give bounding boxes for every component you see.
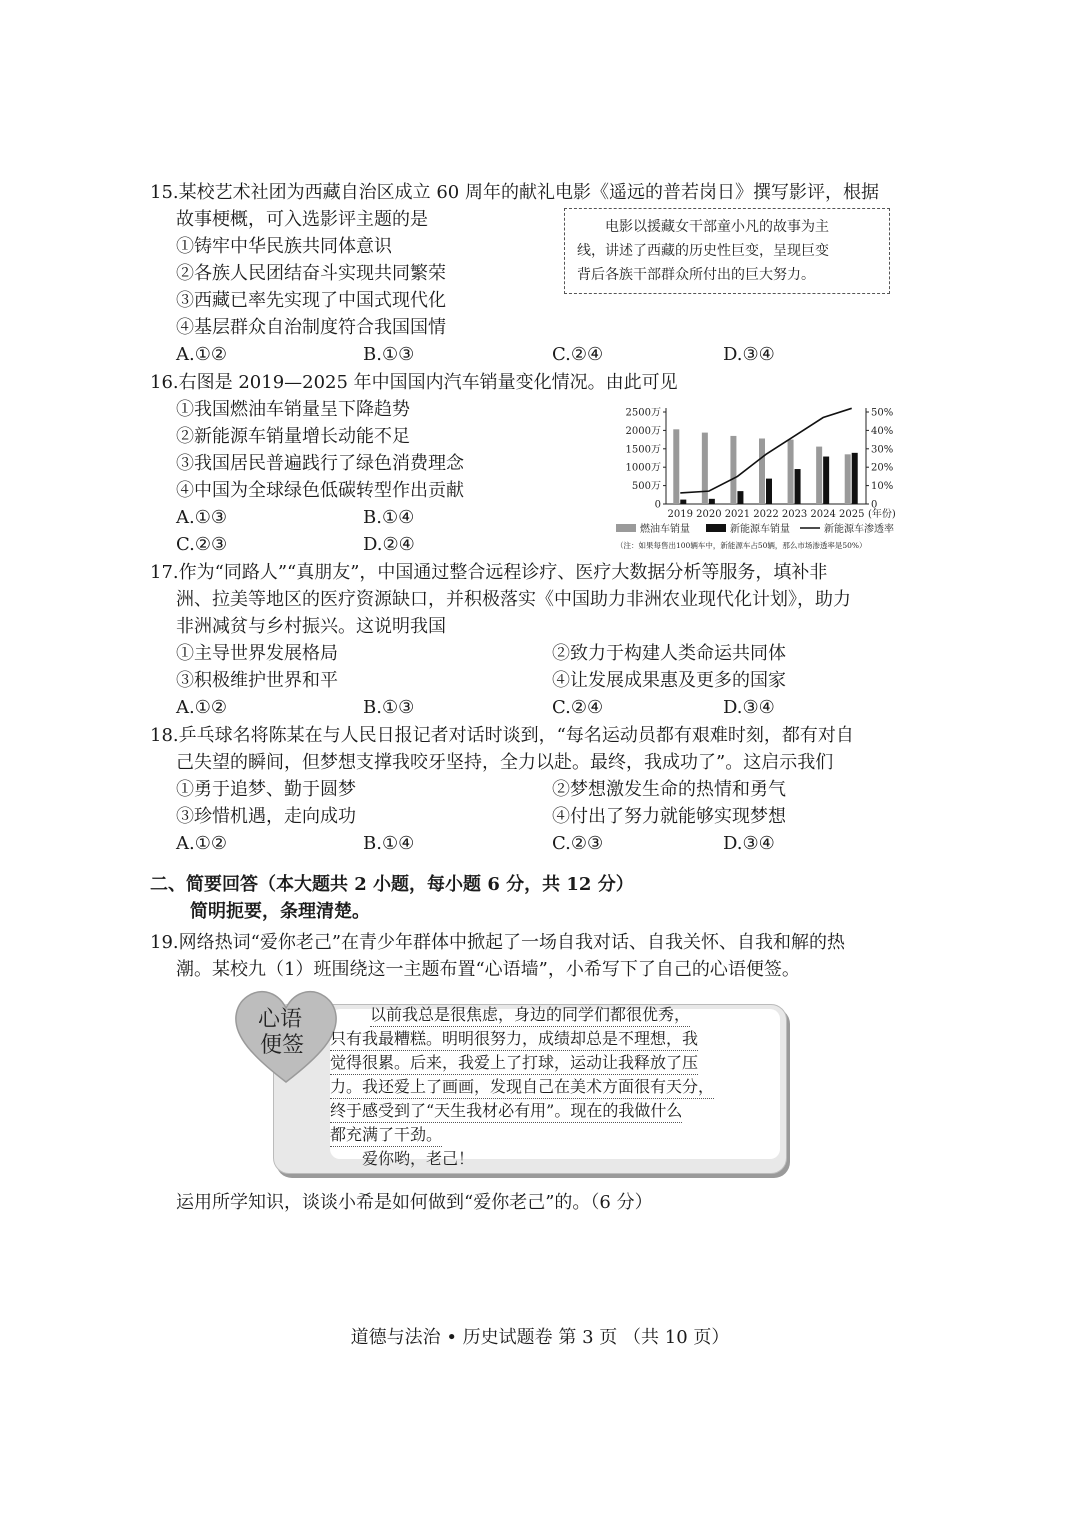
q18-stem-line-2: 己失望的瞬间，但梦想支撑我咬牙坚持，全力以赴。最终，我成功了”。这启示我们 [176,752,834,773]
chart-x-tick-label: 2022 [753,509,779,520]
q16-item-4: ④中国为全球绿色低碳转型作出贡献 [176,480,464,501]
chart-x-tick-label: 2023 [781,509,808,520]
chart-left-tick-label: 2000万 [625,425,661,437]
q18-item-3: ③珍惜机遇，走向成功 [176,806,356,827]
story-line-1: 电影以援藏女干部童小凡的故事为主 [605,219,829,235]
chart-bar-nev [795,469,801,504]
note-line-5: 终于感受到了“天生我材必有用”。现在的我做什么 [330,1100,682,1123]
q19-stem-line-1: 19.网络热词“爱你老己”在青少年群体中掀起了一场自我对话、自我关怀、自我和解的热 [150,932,846,953]
q15-item-1: ①铸牢中华民族共同体意识 [176,236,392,257]
note-line-4: 力。我还爱上了画画，发现自己在美术方面很有天分， [330,1076,714,1099]
q17-option-c: C.②④ [552,697,604,718]
note-line-3: 觉得很累。后来，我爱上了打球，运动让我释放了压 [330,1052,698,1075]
q15-item-2: ②各族人民团结奋斗实现共同繁荣 [176,263,446,284]
page-footer: 道德与法治 • 历史试题卷 第 3 页 （共 10 页） [350,1327,730,1348]
q18-option-b: B.①④ [363,833,415,854]
note-line-6: 都充满了干劲。 [330,1124,442,1147]
q18-stem-line-1: 18.乒乓球名将陈某在与人民日报记者对话时谈到，“每名运动员都有艰难时刻，都有对自 [150,725,854,746]
chart-legend-swatch [616,524,636,532]
heart-label-line-2: 便签 [260,1033,305,1058]
q15-item-3: ③西藏已率先实现了中国式现代化 [176,290,446,311]
q17-item-4: ④让发展成果惠及更多的国家 [552,670,786,691]
chart-left-tick-label: 1500万 [625,444,661,456]
q15-stem-line-1: 15.某校艺术社团为西藏自治区成立 60 周年的献礼电影《遥远的普若岗日》撰写影评，根据 [150,182,879,203]
chart-legend-swatch [706,524,726,532]
chart-bar-nev [852,453,858,504]
q16-option-c: C.②③ [176,534,228,555]
q17-item-1: ①主导世界发展格局 [176,643,338,664]
chart-bar-fuel [759,438,765,504]
section-2-title: 二、简要回答（本大题共 2 小题，每小题 6 分，共 12 分） [150,874,634,895]
chart-left-tick-label: 500万 [631,481,661,493]
chart-bar-nev [680,500,686,504]
q18-item-4: ④付出了努力就能够实现梦想 [552,806,786,827]
q17-stem-line-1: 17.作为“同路人”“真朋友”，中国通过整合远程诊疗、医疗大数据分析等服务，填补非 [150,562,828,583]
chart-left-tick-label: 1000万 [625,462,661,474]
note-line-7: 爱你哟，老己！ [362,1149,475,1168]
q16-item-1: ①我国燃油车销量呈下降趋势 [176,399,410,420]
chart-bar-fuel [788,440,794,504]
q15-stem-line-2: 故事梗概，可入选影评主题的是 [176,209,428,230]
q17-option-d: D.③④ [723,697,775,718]
q17-option-b: B.①③ [363,697,415,718]
q18-item-2: ②梦想激发生命的热情和勇气 [552,779,786,800]
note-line-1: 以前我总是很焦虑，身边的同学们都很优秀， [370,1004,690,1027]
q16-stem: 16.右图是 2019—2025 年中国国内汽车销量变化情况。由此可见 [150,372,678,393]
story-line-3: 背后各族干部群众所付出的巨大努力。 [577,267,815,283]
chart-right-tick-label: 40% [871,425,894,437]
chart-bar-fuel [816,447,822,504]
q16-option-b: B.①④ [363,507,415,528]
q18-option-d: D.③④ [723,833,775,854]
chart-x-tick-label: 2025 [838,509,865,520]
chart-right-tick-label: 10% [871,481,894,493]
chart-legend-label: 燃油车销量 [640,524,690,535]
q17-option-a: A.①② [176,697,227,718]
chart-legend-label: 新能源车销量 [730,524,790,535]
section-2-subtitle: 简明扼要，条理清楚。 [190,901,370,922]
chart-right-tick-label: 50% [871,407,894,419]
car-sales-chart [600,400,910,560]
chart-right-tick-label: 20% [871,462,894,474]
chart-bar-nev [709,499,715,504]
q17-item-3: ③积极维护世界和平 [176,670,338,691]
q15-story-box [564,208,890,294]
q17-item-2: ②致力于构建人类命运共同体 [552,643,786,664]
q17-stem-line-2: 洲、拉美等地区的医疗资源缺口，并积极落实《中国助力非洲农业现代化计划》，助力 [176,589,851,610]
q19-question: 运用所学知识，谈谈小希是如何做到“爱你老己”的。（6 分） [176,1192,653,1213]
chart-x-tick-label: 2021 [724,509,751,520]
chart-x-tick-label: 2019 [667,509,694,520]
car-sales-chart-svg [600,400,910,560]
q15-option-a: A.①② [176,344,227,365]
chart-right-tick-label: 30% [871,444,894,456]
chart-right-tick-label: 0 [871,499,878,511]
q18-option-a: A.①② [176,833,227,854]
chart-bar-fuel [702,433,708,504]
chart-bar-fuel [730,436,736,504]
chart-bar-fuel [673,429,679,504]
q15-option-b: B.①③ [363,344,415,365]
chart-legend-label: 新能源车渗透率 [824,524,894,535]
q15-item-4: ④基层群众自治制度符合我国国情 [176,317,446,338]
q15-option-c: C.②④ [552,344,604,365]
q18-item-1: ①勇于追梦、勤于圆梦 [176,779,356,800]
q16-item-2: ②新能源车销量增长动能不足 [176,426,410,447]
chart-x-tick-label: 2024 [810,509,836,520]
story-line-2: 线，讲述了西藏的历史性巨变，呈现巨变 [577,243,829,259]
chart-x-unit: (年份) [868,509,896,520]
q15-option-d: D.③④ [723,344,775,365]
q18-option-c: C.②③ [552,833,604,854]
chart-bar-nev [737,491,743,504]
chart-note: （注：如果每售出100辆车中，新能源车占50辆，那么市场渗透率是50%） [616,541,867,550]
q17-stem-line-3: 非洲减贫与乡村振兴。这说明我国 [176,616,446,637]
q16-option-a: A.①③ [176,507,227,528]
heart-label-line-1: 心语 [258,1007,303,1032]
q16-item-3: ③我国居民普遍践行了绿色消费理念 [176,453,464,474]
chart-x-tick-label: 2020 [696,509,722,520]
chart-bar-nev [823,457,829,504]
chart-bar-nev [766,479,772,504]
q19-stem-line-2: 潮。某校九（1）班围绕这一主题布置“心语墙”，小希写下了自己的心语便签。 [176,959,800,980]
chart-left-tick-label: 2500万 [625,407,661,419]
q16-option-d: D.②④ [363,534,415,555]
chart-bar-fuel [845,454,851,504]
note-line-2: 只有我最糟糕。明明很努力，成绩却总是不理想，我 [330,1028,698,1051]
chart-left-tick-label: 0 [654,499,661,511]
